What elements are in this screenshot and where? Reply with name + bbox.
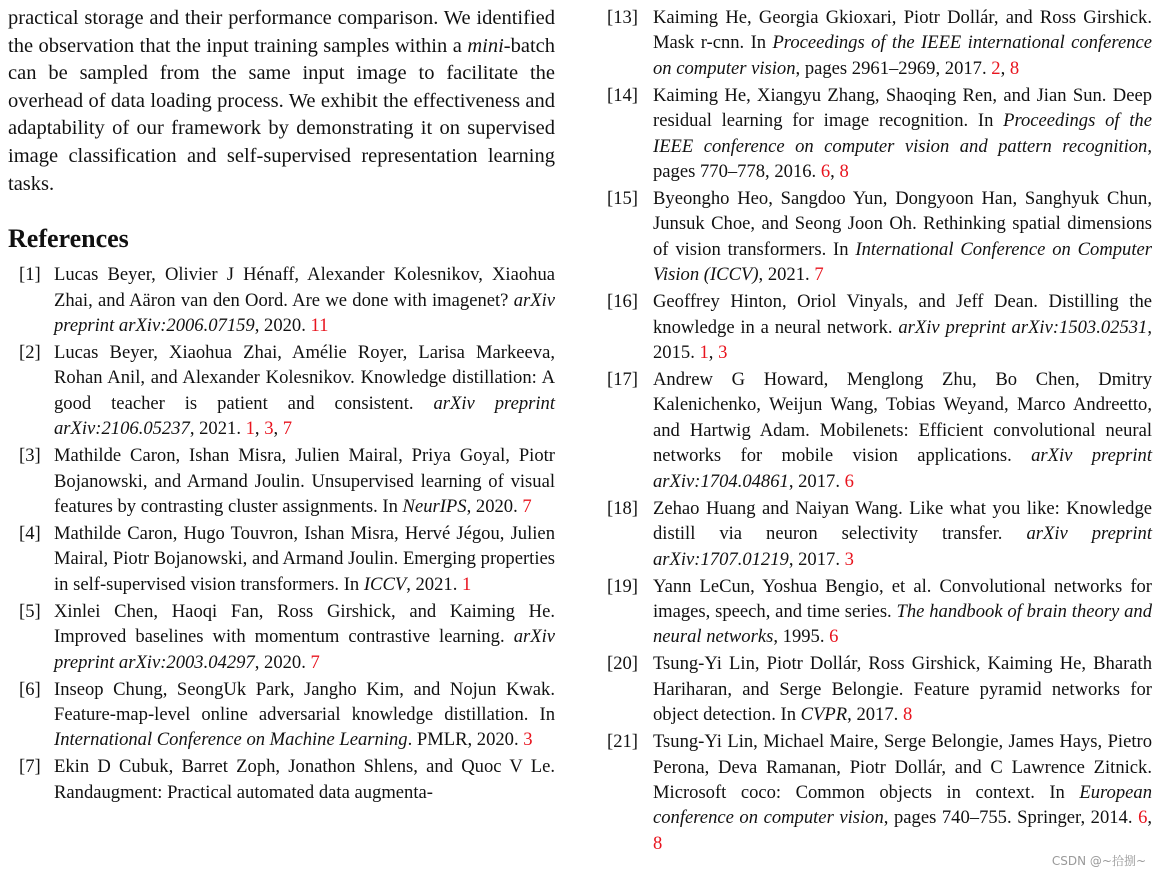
backref-link[interactable]: 11 [310,314,329,336]
reference-details: , 2015. [653,316,1153,364]
reference-number: [7] [19,756,41,778]
reference-item: [21] Tsung-Yi Lin, Michael Maire, Serge Belongie, James Hays, Pietro Perona, Deva Ramanan, Piotr Dollár, and C Lawrence Zitnick. Microsoft coco: Common objects in context. In European conference on computer vision, pages 740–755. Springer, 2014. 6, 8 [607,731,1153,854]
backref-link[interactable]: 3 [264,418,274,440]
reference-item [607,367,1152,494]
reference-details: , pages 2961–2969, 2017. [795,57,992,79]
reference-number: [21] [607,731,638,753]
reference-authors-title: Inseop Chung, SeongUk Park, Jangho Kim, and Nojun Kwak. Feature-map-level online adversarial knowledge distillation. In [54,678,555,726]
left-column [8,5,555,807]
reference-item [8,443,555,519]
reference-item: [14] Kaiming He, Xiangyu Zhang, Shaoqing Ren, and Jian Sun. Deep residual learning for image recognition. In Proceedings of the IEEE conference on computer vision and pattern recognition, pages 770–778, 2016. 6, 8 [607,84,1152,183]
reference-item: [2] Lucas Beyer, Xiaohua Zhai, Amélie Royer, Larisa Markeeva, Rohan Anil, and Alexander Kolesnikov. Knowledge distillation: A good teacher is patient and consistent. arXiv preprint arXiv:2106.05237, 2021. 1, 3, 7 [19,341,555,440]
reference-details: . PMLR, 2020. [407,729,524,751]
backref-link[interactable]: 3 [523,729,533,751]
reference-venue: International Conference on Machine Learning [54,729,408,751]
reference-details: , 2020. [254,314,311,336]
reference-authors-title: Tsung-Yi Lin, Michael Maire, Serge Belongie, James Hays, Pietro Perona, Deva Ramanan, Piotr Dollár, and C Lawrence Zitnick. Microsoft coco: Common objects in context. In [653,731,1152,803]
reference-item: [13] Kaiming He, Georgia Gkioxari, Piotr Dollár, and Ross Girshick. Mask r-cnn. In Proceedings of the IEEE international conference on computer vision, pages 2961–2969, 2017. 2, 8 [607,7,1152,79]
reference-number: [20] [607,653,638,675]
reference-venue: CVPR [800,704,848,726]
reference-venue: arXiv preprint arXiv:2006.07159 [54,289,555,336]
reference-authors-title: Yann LeCun, Yoshua Bengio, et al. Convolutional networks for images, speech, and time series. [653,575,1152,622]
reference-authors-title: Tsung-Yi Lin, Piotr Dollár, Ross Girshick, Kaiming He, Bharath Hariharan, and Serge Belongie. Feature pyramid networks for object detection. In [653,653,1152,726]
reference-item [607,651,1152,727]
watermark: CSDN @~拾捌~ [1051,854,1146,868]
reference-venue: ICCV [363,573,407,595]
reference-item [8,521,555,597]
reference-item: [16] Geoffrey Hinton, Oriol Vinyals, and Jeff Dean. Distilling the knowledge in a neural network. arXiv preprint arXiv:1503.02531, 2015. 1, 3 [607,291,1153,364]
paragraph-text: practical storage and their performance comparison. We identified the observation that the input training samples within a [8,7,555,57]
reference-authors-title: Mathilde Caron, Hugo Touvron, Ishan Misra, Hervé Jégou, Julien Mairal, Piotr Bojanowski, and Armand Joulin. Emerging properties in self-supervised vision transformers. In [54,523,555,595]
reference-number: [5] [19,600,41,622]
reference-venue: arXiv preprint arXiv:1503.02531 [898,316,1148,338]
reference-venue: The handbook of brain theory and neural networks [653,600,1152,648]
backref-link[interactable]: 3 [844,548,854,570]
reference-number: [14] [607,84,638,106]
reference-venue: Proceedings of the IEEE conference on computer vision and pattern recognition [653,110,1152,157]
reference-number: [3] [19,445,41,467]
conclusion-paragraph [8,5,555,198]
reference-item [607,574,1152,650]
backref-link[interactable]: 7 [282,418,293,440]
reference-number: [13] [607,7,638,28]
reference-venue: European conference on computer vision [653,781,1152,829]
references-heading: References [8,224,129,254]
reference-number: [4] [19,523,41,544]
reference-details: , 2021. [758,264,815,286]
reference-item [8,262,555,338]
reference-list-left [8,262,555,805]
reference-number: [17] [607,369,638,391]
reference-venue: International Conference on Computer Vision (ICCV) [653,238,1152,286]
right-column [607,5,1152,858]
reference-details: , 2020. [466,496,523,517]
backref-link[interactable]: 8 [902,704,913,726]
reference-item [8,677,555,753]
reference-venue: arXiv preprint arXiv:2003.04297 [54,626,555,673]
reference-venue: Proceedings of the IEEE international conference on computer vision [653,32,1152,79]
backref-link[interactable]: 8 [1009,57,1020,79]
paragraph-emphasis: mini [467,34,504,57]
reference-number: [18] [607,497,638,519]
backref-link[interactable]: 6 [1138,807,1148,829]
reference-list-right [607,5,1152,856]
backref-link[interactable]: 1 [245,418,255,440]
reference-authors-title: Mathilde Caron, Ishan Misra, Julien Mairal, Priya Goyal, Piotr Bojanowski, and Armand Joulin. Unsupervised learning of visual features by contrasting cluster assignments. In [54,445,555,517]
backref-link[interactable]: 6 [829,626,839,648]
reference-authors-title: Geoffrey Hinton, Oriol Vinyals, and Jeff Dean. Distilling the knowledge in a neural network. [653,291,1152,338]
reference-details: , 2021. [189,418,246,440]
reference-number: [19] [607,575,638,597]
backref-link[interactable]: 1 [699,342,709,364]
backref-link[interactable]: 7 [310,651,320,673]
reference-authors-title: Kaiming He, Georgia Gkioxari, Piotr Dollár, and Ross Girshick. Mask r-cnn. In [653,7,1152,54]
reference-number: [15] [607,188,638,210]
reference-authors-title: Byeongho Heo, Sangdoo Yun, Dongyoon Han, Sanghyuk Chun, Junsuk Choe, and Seong Joon Oh. Rethinking spatial dimensions of vision transformers. In [653,188,1152,260]
reference-authors-title: Kaiming He, Xiangyu Zhang, Shaoqing Ren, and Jian Sun. Deep residual learning for image recognition. In [653,84,1152,132]
reference-details: , 2017. [847,704,903,726]
backref-link[interactable]: 2 [991,57,1001,79]
reference-number: [2] [19,341,41,363]
paragraph-text: -batch can be sampled from the same input image to facilitate the overhead of data loading process. We exhibit the effectiveness and adaptability of our framework by demonstrating it on supervised image classification and self-supervised representation learning tasks. [8,34,555,195]
reference-venue: arXiv preprint arXiv:1704.04861 [653,445,1152,492]
reference-details: , pages 770–778, 2016. [653,135,1152,183]
reference-authors-title: Zehao Huang and Naiyan Wang. Like what you like: Knowledge distill via neuron selectivity transfer. [653,497,1152,545]
backref-link[interactable]: 7 [814,264,824,286]
reference-venue: NeurIPS [402,496,467,517]
backref-link[interactable]: 6 [844,470,854,492]
backref-link[interactable]: 3 [718,342,728,364]
reference-item [8,599,555,675]
reference-details: , 2021. [406,573,462,595]
backref-link[interactable]: 1 [461,573,472,595]
reference-authors-title: Lucas Beyer, Olivier J Hénaff, Alexander Kolesnikov, Xiaohua Zhai, and Aäron van den Oord. Are we done with imagenet? [54,264,555,311]
reference-authors-title: Xinlei Chen, Haoqi Fan, Ross Girshick, and Kaiming He. Improved baselines with momentum contrastive learning. [54,600,555,648]
reference-item [607,186,1152,288]
backref-link[interactable]: 6 [820,161,831,183]
reference-details: , 2017. [788,548,845,570]
reference-details: , pages 740–755. Springer, 2014. [883,807,1139,829]
reference-number: [6] [19,678,41,700]
reference-item [607,496,1152,572]
reference-venue: arXiv preprint arXiv:2106.05237 [54,392,555,440]
reference-authors-title: Ekin D Cubuk, Barret Zoph, Jonathon Shlens, and Quoc V Le. Randaugment: Practical automated data augmenta- [54,756,555,803]
reference-number: [1] [19,264,41,286]
reference-number: [16] [607,291,638,313]
reference-authors-title: Lucas Beyer, Xiaohua Zhai, Amélie Royer, Larisa Markeeva, Rohan Anil, and Alexander Kolesnikov. Knowledge distillation: A good teacher is patient and consistent. [54,341,555,414]
backref-link[interactable]: 7 [522,496,532,517]
reference-details: , 1995. [773,626,830,648]
backref-link[interactable]: 8 [653,832,663,854]
reference-details: , 2017. [788,470,845,492]
reference-item [8,754,555,805]
reference-details: , 2020. [254,651,311,673]
reference-venue: arXiv preprint arXiv:1707.01219 [653,523,1153,570]
backref-link[interactable]: 8 [839,161,849,183]
reference-authors-title: Andrew G Howard, Menglong Zhu, Bo Chen, Dmitry Kalenichenko, Weijun Wang, Tobias Weyand, Marco Andreetto, and Hartwig Adam. Mobilenets: Efficient convolutional neural networks for mobile vision applications. [653,369,1152,467]
